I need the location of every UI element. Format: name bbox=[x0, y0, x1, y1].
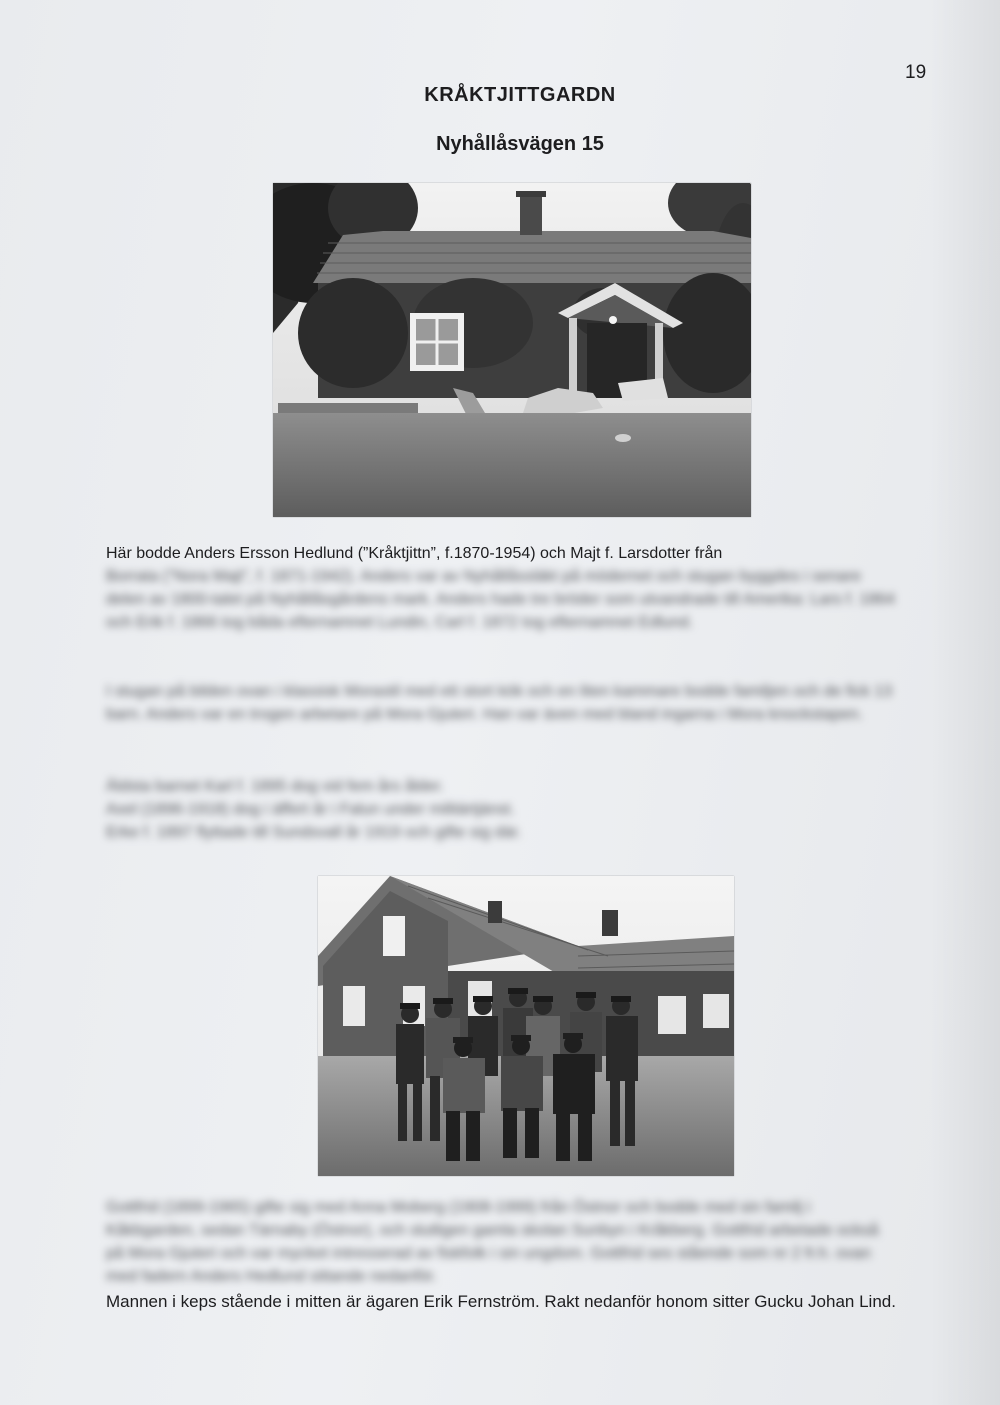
cottage-photo bbox=[273, 183, 751, 517]
photo-caption-paragraph: Mannen i keps stående i mitten är ägaren Erik Fernström. Rakt nedanför honom sitter Gucku Johan Lind. bbox=[106, 1292, 896, 1311]
blurred-paragraph-3 bbox=[106, 775, 896, 844]
page-number: 19 bbox=[905, 62, 927, 83]
blurred-paragraph-1: Borrata (”Nora Majt”, f. 1871-1942). Anders var av Nyhållåssläkt på mödernet och stugan byggdes i senare delen av 1800-talet på Nyhållåsgårdens mark. Anders hade tre bröder som utvandrade till Amerika: Lars f. 1864 och Erik f. 1866 tog båda efternamnet Lundin, Carl f. 1872 tog efternamnet Edlund. bbox=[106, 568, 895, 631]
page-edge-shadow bbox=[930, 0, 1000, 1405]
workers-group-photo bbox=[318, 876, 734, 1176]
page-subtitle: Nyhållåsvägen 15 bbox=[436, 133, 604, 155]
blurred-paragraph-4: Gottfrid (1899-1965) gifte sig med Anna Moberg (1908-1999) från Östnor och bodde med sin familj i Kåkbgarden, sedan Tärnaby (Östnor), och slutligen gamla skolan Sunbyn i Kråkberg. Gottfrid arbetade också på Mora Gjuteri och var mycket intresserad av fiskfolk i sin ungdom. Gottfrid ses stående som nr 2 fr.h. ovan med fadern Anders Hedlund sittande nedanför. bbox=[106, 1199, 879, 1285]
blurred-line: Axel (1896-1918) dog i äffert år i Falun under militärtjänst. bbox=[106, 801, 515, 818]
blurred-line: Erke f. 1897 flyttade till Sundsvall år 1919 och gifte sig där. bbox=[106, 824, 522, 841]
page-title: KRÅKTJITTGARDN bbox=[424, 84, 616, 106]
blurred-line: Äldsta barnet Karl f. 1895 dog vid fem års ålder. bbox=[106, 778, 444, 795]
intro-paragraph: Här bodde Anders Ersson Hedlund (”Kråktjittn”, f.1870-1954) och Majt f. Larsdotter från bbox=[106, 545, 723, 562]
blurred-paragraph-2: I stugan på bilden ovan i klassisk Morastil med ett stort kök och en liten kammare bodde familjen och de fick 13 barn. Anders var en trogen arbetare på Mora Gjuteri. Han var även med bland ingarna i Mora knockstapen. bbox=[106, 683, 893, 723]
